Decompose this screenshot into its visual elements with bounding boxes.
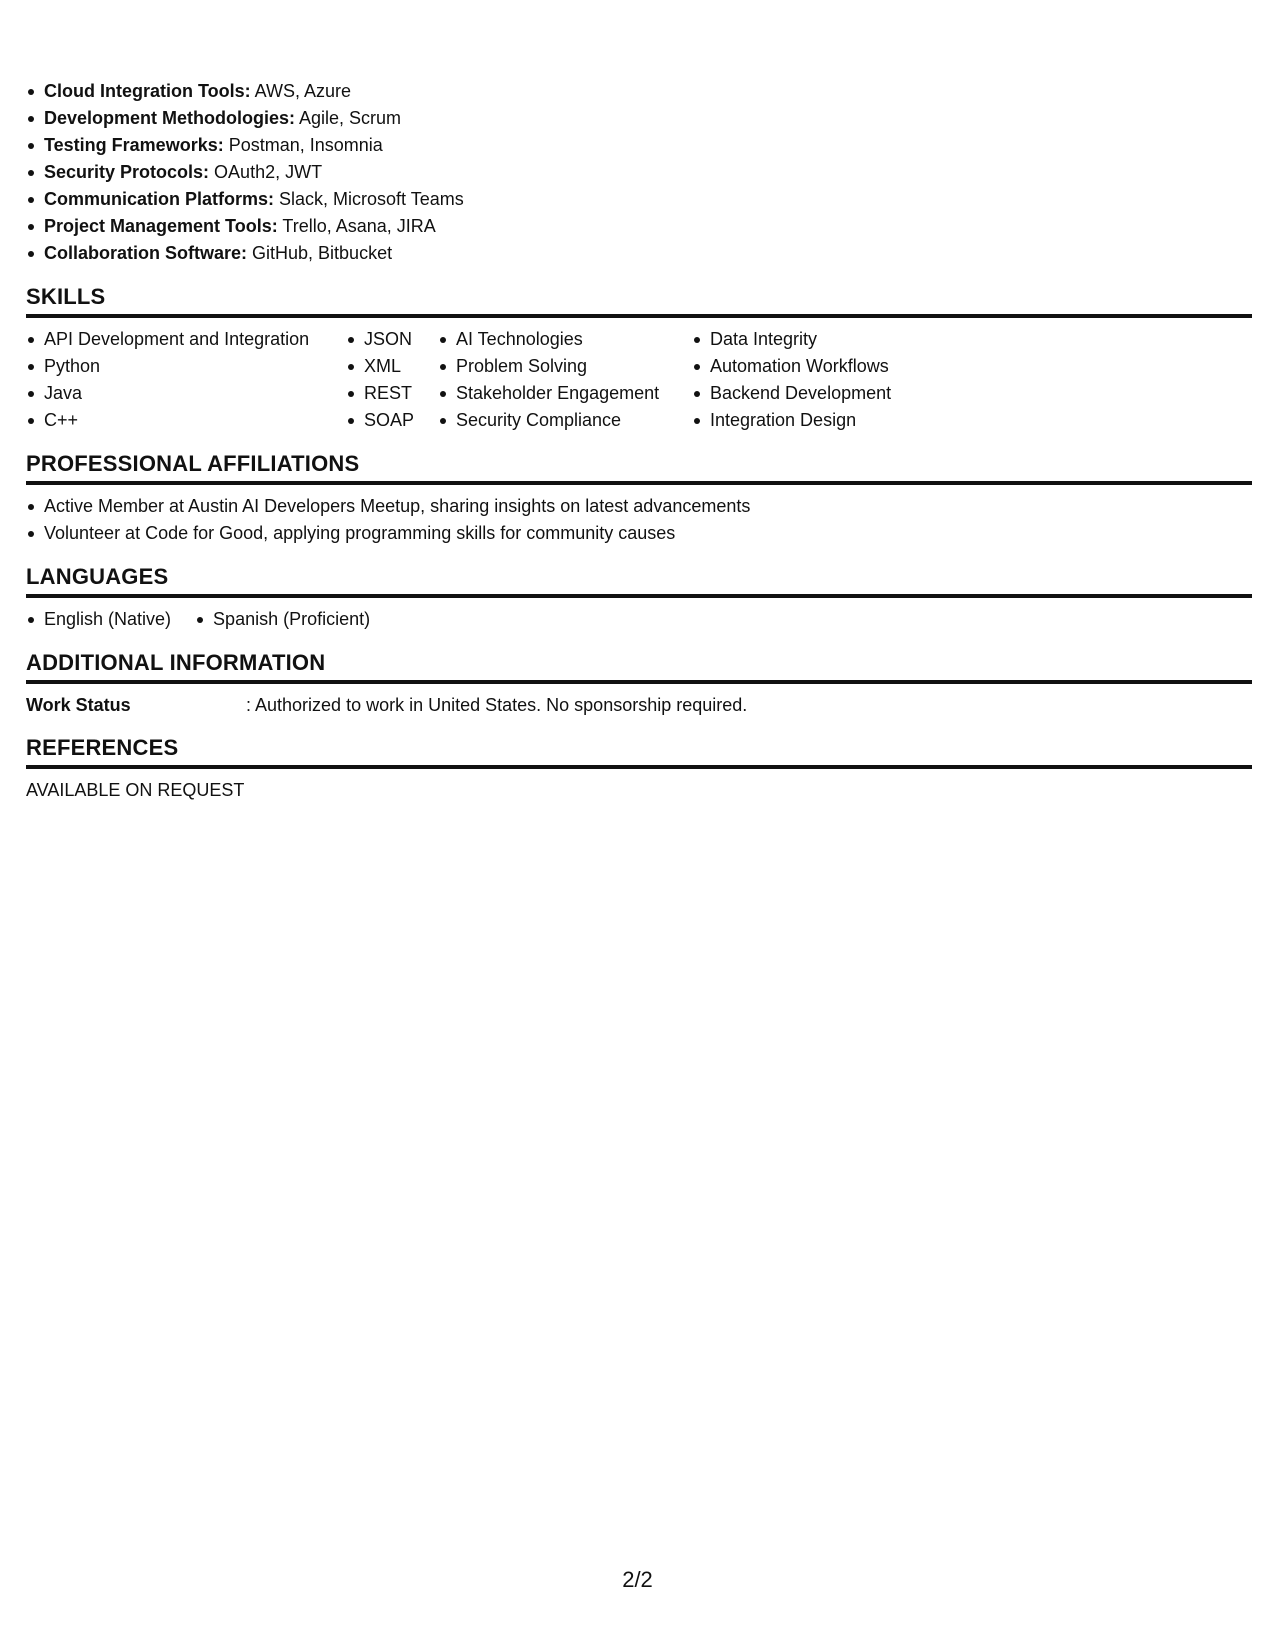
affiliation-item: Volunteer at Code for Good, applying programming skills for community causes [26,520,1252,547]
work-status-row [26,692,1252,718]
language-item: English (Native) [26,606,171,633]
tool-label: Cloud Integration Tools: [44,81,251,101]
list-item [26,240,1252,267]
tool-value: AWS, Azure [250,81,352,101]
skill-item: Data Integrity [692,326,952,353]
work-status-value: : Authorized to work in United States. No sponsorship required. [246,695,748,715]
references-heading: REFERENCES [26,735,1252,769]
tool-value: Trello, Asana, JIRA [277,216,436,236]
skill-item: XML [346,353,438,380]
tool-value: Slack, Microsoft Teams [274,189,464,209]
skill-item: AI Technologies [438,326,692,353]
list-item [26,213,1252,240]
skill-item: Python [26,353,346,380]
tool-label: Collaboration Software: [44,243,248,263]
languages-section [26,564,1252,633]
skill-item: JSON [346,326,438,353]
skills-heading: SKILLS [26,284,1252,318]
skill-item: Stakeholder Engagement [438,380,692,407]
tool-value: OAuth2, JWT [209,162,323,182]
references-section [26,735,1252,803]
tool-label: Testing Frameworks: [44,135,224,155]
tool-label: Communication Platforms: [44,189,275,209]
skills-column [438,326,692,434]
tool-value: Postman, Insomnia [223,135,383,155]
skills-column [692,326,952,434]
list-item [26,132,1252,159]
languages-heading: LANGUAGES [26,564,1252,598]
references-text: AVAILABLE ON REQUEST [26,780,245,800]
skills-section [26,284,1252,434]
additional-info-heading: ADDITIONAL INFORMATION [26,650,1252,684]
affiliations-list [26,493,1252,547]
resume-content [26,78,1252,803]
affiliations-heading: PROFESSIONAL AFFILIATIONS [26,451,1252,485]
skill-item: Backend Development [692,380,952,407]
skill-item: SOAP [346,407,438,434]
tool-label: Development Methodologies: [44,108,296,128]
skill-item: REST [346,380,438,407]
tool-label: Security Protocols: [44,162,210,182]
tool-value: Agile, Scrum [295,108,402,128]
skill-item: C++ [26,407,346,434]
tool-label: Project Management Tools: [44,216,278,236]
affiliations-section [26,451,1252,547]
affiliation-item: Active Member at Austin AI Developers Meetup, sharing insights on latest advancements [26,493,1252,520]
skill-item: Security Compliance [438,407,692,434]
page-number: 2/2 [622,1567,653,1592]
additional-info-section [26,650,1252,718]
tools-list [26,78,1252,267]
language-item: Spanish (Proficient) [195,606,370,633]
skills-column [26,326,346,434]
skill-item: Java [26,380,346,407]
list-item [26,159,1252,186]
list-item [26,78,1252,105]
list-item [26,105,1252,132]
skill-item: Problem Solving [438,353,692,380]
skills-column [346,326,438,434]
skills-grid [26,326,1252,434]
list-item [26,186,1252,213]
skill-item: Integration Design [692,407,952,434]
tool-value: GitHub, Bitbucket [247,243,393,263]
skill-item: Automation Workflows [692,353,952,380]
languages-list [26,606,1252,633]
skill-item: API Development and Integration [26,326,346,353]
work-status-label: Work Status [26,695,131,715]
